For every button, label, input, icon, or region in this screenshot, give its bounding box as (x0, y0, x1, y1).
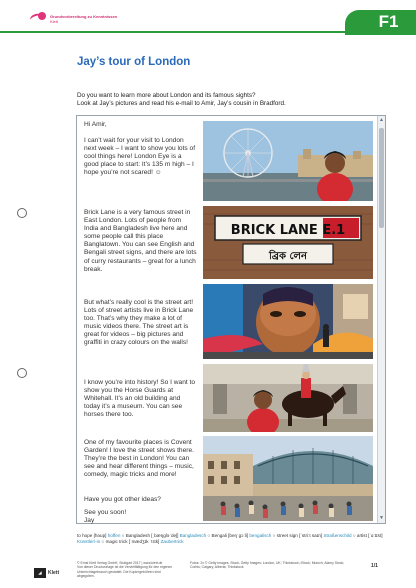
scroll-down-icon[interactable]: ▼ (379, 515, 384, 521)
email-question: Have you got other ideas? (84, 496, 161, 503)
sign-bengali-text: ব্রিক লেন (269, 251, 307, 262)
punch-hole-icon (17, 208, 27, 218)
page-header (0, 0, 416, 36)
horse-guards-photo (203, 364, 373, 432)
page-title: Jay’s tour of London (77, 56, 191, 68)
scroll-thumb[interactable] (379, 128, 384, 228)
vocab-de: hoffen (107, 533, 121, 538)
email-window (76, 115, 386, 524)
scroll-up-icon[interactable]: ▲ (379, 117, 384, 123)
email-paragraph-street-art: But what’s really cool is the street art! Lots of street artists live in Brick Lane too. That’s why they make a lot of music videos there. The street art is great for videos – big pictures and graffiti in crazy colours on the walls! (84, 299, 194, 347)
email-paragraph-brick-lane: Brick Lane is a very famous street in East London. Lots of people from India and Bangladesh live here and some people call this place Banglatown. You can see English and Bengali street signs, and there are lots of curry restaurants – great for a lunch break. (84, 209, 197, 273)
intro-text (77, 92, 377, 108)
vocab-en: Bengali [beŋˈɡɔːli] (211, 533, 249, 538)
vocab-de: bengalisch (249, 533, 272, 538)
email-paragraph-london-eye: I can’t wait for your visit to London next week – I want to show you lots of cool things here! London Eye is a good place to start: It’s 135 m high – I hope you’re not scared! ☺ (84, 137, 196, 177)
email-scrollbar[interactable] (377, 116, 385, 523)
vocab-de: Bangladesch (179, 533, 207, 538)
london-eye-photo (203, 121, 373, 201)
vocab-de: Straßenschild (323, 533, 352, 538)
intro-line-2: Look at Jay’s pictures and read his e-mail to Amir, Jay’s cousin in Bradford. (77, 100, 286, 107)
intro-line-1: Do you want to learn more about London and its famous sights? (77, 92, 256, 99)
brick-lane-sign-photo (203, 206, 373, 279)
copyright-note: © Ernst Klett Verlag GmbH, Stuttgart 2017 | www.klett.de Von dieser Druckvorlage ist die Vervielfältigung für den eigenen Unterrichtsgebrauch gestattet. Die Kopiergebühren sind abgegolten. (77, 561, 173, 578)
unit-tab: F1 (345, 10, 416, 34)
klett-wordmark: Klett (48, 570, 60, 576)
header-rule (0, 31, 345, 33)
brand-label (50, 14, 117, 24)
vocab-de: Künstler/-in (77, 539, 101, 544)
email-paragraph-covent-garden: One of my favourite places is Covent Garden! I love the street shows there. They’re the best in London! You can see and hear different things – music, comedy, magic tricks and more! (84, 439, 194, 479)
street-art-photo (203, 284, 373, 359)
sign-english-text: BRICK LANE E.1 (230, 223, 346, 238)
page-number: 1/1 (371, 563, 378, 569)
covent-garden-photo (203, 436, 373, 521)
email-paragraph-horse-guards: I know you’re into history! So I want to show you the Horse Guards at Whitehall. It’s an old building and today it’s a museum. You can see horses there too. (84, 379, 196, 419)
brand-line-1: Grundvorbereitung zu Kenntnissen (50, 14, 118, 19)
brand-line-2: Klett (50, 19, 59, 24)
vocab-en: magic trick [ˈmædʒɪk ˈtrɪk] (105, 539, 160, 544)
vocab-en: street sign [ˈstriːt saɪn] (276, 533, 323, 538)
unit-tab-bar (345, 31, 416, 35)
logo-dot-icon (38, 12, 46, 20)
punch-hole-icon (17, 368, 27, 378)
photo-credits: Fotos: 2x © Getty Images; Stock; Getty Images; London, UK; Thinkstock; iStock; Munich; Alamy Stock; Corbis; Calgary, Alberta; Thinkstock (190, 561, 345, 570)
klett-logo-icon: ◢ (34, 568, 46, 578)
vocabulary-list: to hope [həʊp] hoffen ○ Bangladesh [ˌbæŋɡləˈdeʃ] Bangladesch ○ Bengali [beŋˈɡɔːli] bengalisch ○ street sign [ˈstriːt saɪn] Straßenschild ○ artist [ˈɑːtɪst] Künstler/-in ○ magic trick [ˈmædʒɪk ˈtrɪk] Zaubertrick (77, 533, 383, 544)
email-signoff: See you soon! Jay (84, 509, 127, 525)
email-greeting: Hi Amir, (84, 121, 107, 128)
vocab-en: artist [ˈɑːtɪst] (356, 533, 383, 538)
vocab-de: Zaubertrick (160, 539, 184, 544)
vocab-en: to hope [həʊp] (77, 533, 107, 538)
vocab-en: Bangladesh [ˌbæŋɡləˈdeʃ] (125, 533, 179, 538)
